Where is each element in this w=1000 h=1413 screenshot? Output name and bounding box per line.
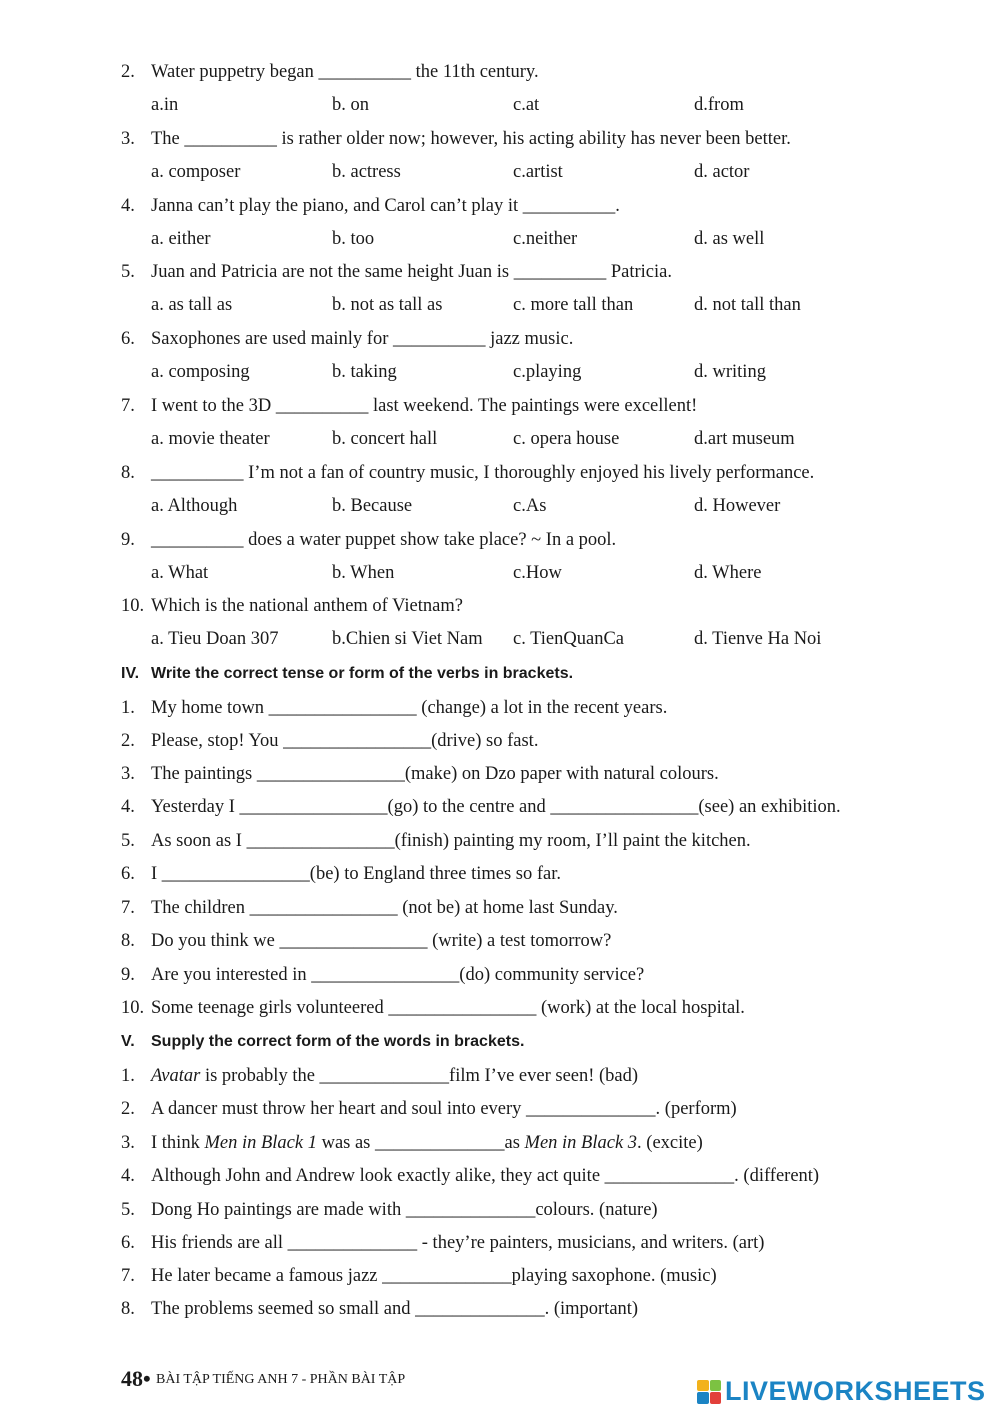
verb-item-2[interactable]: [121, 730, 538, 752]
option-d[interactable]: d. writing: [694, 362, 766, 382]
word-item-3[interactable]: [121, 1132, 703, 1154]
option-c[interactable]: c. more tall than: [513, 295, 634, 315]
item-text: A dancer must throw her heart and soul into every ______________. (perform): [151, 1099, 737, 1119]
book-title: BÀI TẬP TIẾNG ANH 7 - PHẦN BÀI TẬP: [156, 1372, 406, 1387]
question-text: The __________ is rather older now; however, his acting ability has never been better.: [151, 129, 791, 149]
item-text: is probably the ______________film I’ve ever seen! (bad): [200, 1066, 639, 1086]
item-italic-title: Avatar: [151, 1066, 201, 1086]
section-number: V.: [121, 1033, 135, 1050]
item-number: 8.: [121, 1299, 135, 1319]
option-d[interactable]: d. actor: [694, 162, 750, 182]
verb-item-10[interactable]: [121, 997, 745, 1019]
option-a[interactable]: a. Tieu Doan 307: [151, 629, 279, 649]
question-text: Which is the national anthem of Vietnam?: [151, 596, 463, 616]
option-a[interactable]: a. What: [151, 563, 209, 583]
liveworksheets-logo[interactable]: [697, 1376, 986, 1407]
option-b[interactable]: b. concert hall: [332, 429, 438, 449]
verb-item-1[interactable]: [121, 697, 667, 719]
word-item-6[interactable]: [121, 1232, 764, 1254]
section-v-heading: [121, 1031, 524, 1053]
question-text: Saxophones are used mainly for __________ jazz music.: [151, 329, 574, 349]
item-italic-title: Men in Black 3: [524, 1133, 638, 1153]
item-number: 8.: [121, 931, 135, 951]
option-c[interactable]: c.at: [513, 95, 540, 115]
item-number: 7.: [121, 898, 135, 918]
question-5: [121, 261, 672, 283]
page-number: 48•: [121, 1366, 151, 1391]
question-number: 9.: [121, 530, 135, 550]
option-d[interactable]: d.from: [694, 95, 744, 115]
logo-square-red: [710, 1392, 722, 1404]
item-number: 2.: [121, 731, 135, 751]
question-text: __________ I’m not a fan of country music, I thoroughly enjoyed his lively performance.: [151, 463, 815, 483]
item-text: Although John and Andrew look exactly alike, they act quite ______________. (different): [151, 1166, 820, 1186]
question-8: [121, 462, 814, 484]
item-text: As soon as I ________________(finish) painting my room, I’ll paint the kitchen.: [151, 831, 751, 851]
verb-item-7[interactable]: [121, 897, 618, 919]
item-number: 3.: [121, 1133, 135, 1153]
question-3: [121, 128, 791, 150]
word-item-8[interactable]: [121, 1298, 638, 1320]
logo-square-blue: [697, 1392, 709, 1404]
item-text: The children ________________ (not be) at home last Sunday.: [151, 898, 618, 918]
item-text: His friends are all ______________ - they’re painters, musicians, and writers. (art): [151, 1233, 765, 1253]
question-number: 4.: [121, 196, 135, 216]
verb-item-9[interactable]: [121, 964, 644, 986]
question-text: Juan and Patricia are not the same height Juan is __________ Patricia.: [151, 262, 672, 282]
item-number: 4.: [121, 1166, 135, 1186]
option-b[interactable]: b. actress: [332, 162, 401, 182]
verb-item-4[interactable]: [121, 796, 841, 818]
item-number: 5.: [121, 1200, 135, 1220]
section-number: IV.: [121, 665, 140, 682]
item-text: I ________________(be) to England three times so far.: [151, 864, 561, 884]
item-number: 4.: [121, 797, 135, 817]
option-d[interactable]: d. However: [694, 496, 781, 516]
section-iv-heading: [121, 663, 573, 685]
option-b[interactable]: b. too: [332, 229, 375, 249]
option-a[interactable]: a. composing: [151, 362, 250, 382]
item-text: Some teenage girls volunteered ________________ (work) at the local hospital.: [151, 998, 745, 1018]
item-text: Please, stop! You ________________(drive) so fast.: [151, 731, 539, 751]
option-d[interactable]: d. as well: [694, 229, 765, 249]
option-a[interactable]: a.in: [151, 95, 179, 115]
option-c[interactable]: c.How: [513, 563, 562, 583]
verb-item-6[interactable]: [121, 863, 561, 885]
item-text: The problems seemed so small and ______________. (important): [151, 1299, 639, 1319]
option-b[interactable]: b. Because: [332, 496, 413, 516]
item-text: Yesterday I ________________(go) to the centre and ________________(see) an exhibition.: [151, 797, 841, 817]
question-number: 5.: [121, 262, 135, 282]
word-item-1[interactable]: [121, 1065, 638, 1087]
question-7: [121, 395, 697, 417]
item-italic-title: Men in Black 1: [204, 1133, 317, 1153]
question-text: __________ does a water puppet show take place? ~ In a pool.: [151, 530, 617, 550]
question-number: 3.: [121, 129, 135, 149]
item-text-pre: I think: [151, 1133, 205, 1153]
question-number: 2.: [121, 62, 135, 82]
item-number: 3.: [121, 764, 135, 784]
question-text: Janna can’t play the piano, and Carol can’t play it __________.: [151, 196, 620, 216]
question-number: 7.: [121, 396, 135, 416]
option-d[interactable]: d. Tienve Ha Noi: [694, 629, 822, 649]
option-c[interactable]: c.As: [513, 496, 547, 516]
item-text: He later became a famous jazz ______________playing saxophone. (music): [151, 1266, 717, 1286]
question-number: 10.: [121, 596, 145, 616]
option-d[interactable]: d. Where: [694, 563, 762, 583]
question-text: I went to the 3D __________ last weekend. The paintings were excellent!: [151, 396, 698, 416]
option-c[interactable]: c. opera house: [513, 429, 620, 449]
option-c[interactable]: c.playing: [513, 362, 582, 382]
option-c[interactable]: c.neither: [513, 229, 578, 249]
option-c[interactable]: c. TienQuanCa: [513, 629, 624, 649]
option-a[interactable]: a. movie theater: [151, 429, 270, 449]
item-number: 6.: [121, 1233, 135, 1253]
word-item-5[interactable]: [121, 1199, 658, 1221]
question-text: Water puppetry began __________ the 11th century.: [151, 62, 539, 82]
question-number: 8.: [121, 463, 135, 483]
item-text: Dong Ho paintings are made with ______________colours. (nature): [151, 1200, 658, 1220]
word-item-4[interactable]: [121, 1165, 819, 1187]
word-item-7[interactable]: [121, 1265, 717, 1287]
item-number: 9.: [121, 965, 135, 985]
verb-item-5[interactable]: [121, 830, 751, 852]
item-text: Do you think we ________________ (write) a test tomorrow?: [151, 931, 612, 951]
item-text-mid: was as ______________as: [316, 1133, 525, 1153]
option-a[interactable]: a. as tall as: [151, 295, 233, 315]
item-text: The paintings ________________(make) on Dzo paper with natural colours.: [151, 764, 719, 784]
question-2: [121, 61, 539, 83]
section-title: Write the correct tense or form of the verbs in brackets.: [151, 665, 574, 682]
verb-item-8[interactable]: [121, 930, 611, 952]
option-b[interactable]: b. When: [332, 563, 395, 583]
question-4: [121, 195, 620, 217]
logo-square-yellow: [697, 1380, 709, 1392]
question-number: 6.: [121, 329, 135, 349]
option-a[interactable]: a. either: [151, 229, 211, 249]
item-number: 7.: [121, 1266, 135, 1286]
option-d[interactable]: d.art museum: [694, 429, 795, 449]
question-9: [121, 529, 616, 551]
item-number: 5.: [121, 831, 135, 851]
question-10: [121, 595, 463, 617]
item-text: My home town ________________ (change) a lot in the recent years.: [151, 698, 668, 718]
section-title: Supply the correct form of the words in brackets.: [151, 1033, 525, 1050]
item-text-post: . (excite): [637, 1133, 703, 1153]
item-number: 6.: [121, 864, 135, 884]
verb-item-3[interactable]: [121, 763, 719, 785]
brand-name: LIVEWORKSHEETS: [725, 1376, 986, 1406]
logo-square-green: [710, 1380, 722, 1392]
liveworksheets-logo-icon: [697, 1380, 721, 1404]
option-b[interactable]: b. on: [332, 95, 369, 115]
question-6: [121, 328, 573, 350]
item-number: 10.: [121, 998, 145, 1018]
item-text: Are you interested in ________________(do) community service?: [151, 965, 645, 985]
option-c[interactable]: c.artist: [513, 162, 563, 182]
item-number: 1.: [121, 698, 135, 718]
item-number: 2.: [121, 1099, 135, 1119]
option-b[interactable]: b.Chien si Viet Nam: [332, 629, 483, 649]
option-a[interactable]: a. composer: [151, 162, 241, 182]
word-item-2[interactable]: [121, 1098, 737, 1120]
option-b[interactable]: b. taking: [332, 362, 397, 382]
option-d[interactable]: d. not tall than: [694, 295, 801, 315]
option-b[interactable]: b. not as tall as: [332, 295, 443, 315]
option-a[interactable]: a. Although: [151, 496, 238, 516]
item-number: 1.: [121, 1066, 135, 1086]
